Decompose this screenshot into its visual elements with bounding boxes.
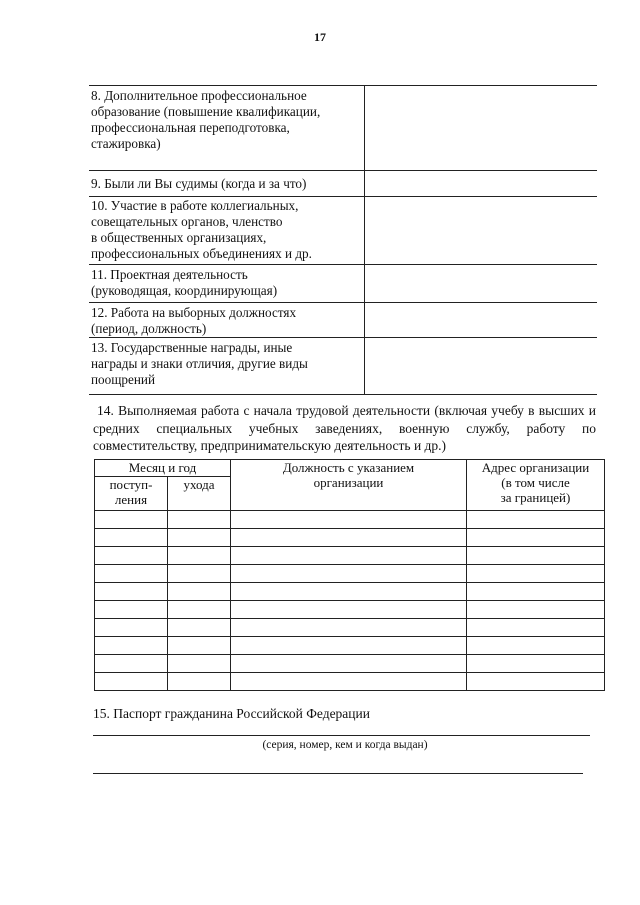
question-row-11 (89, 265, 597, 303)
question-label: 13. Государственные награды, иные награды и знаки отличия, другие виды поощрений (89, 338, 364, 395)
question-row-9 (89, 171, 597, 197)
section-15-label: 15. Паспорт гражданина Российской Федерации (93, 706, 370, 721)
table-cell[interactable] (467, 583, 605, 601)
table-cell[interactable] (95, 673, 168, 691)
table-cell[interactable] (467, 511, 605, 529)
table-cell[interactable] (231, 673, 467, 691)
table-cell[interactable] (231, 565, 467, 583)
work-history-table (94, 459, 605, 691)
table-cell[interactable] (231, 511, 467, 529)
table-cell[interactable] (95, 601, 168, 619)
table-cell[interactable] (168, 655, 231, 673)
section-14-text: 14. Выполняемая работа с начала трудовой деятельности (включая учебу в высших и средних специальных учебных заведениях, военную службу, работу по совместительству, предпринимательскую деятельность и др.) (93, 403, 596, 453)
passport-caption: (серия, номер, кем и когда выдан) (262, 739, 428, 751)
table-row (95, 547, 605, 565)
table-cell[interactable] (168, 673, 231, 691)
answer-field[interactable] (364, 171, 597, 197)
table-cell[interactable] (231, 619, 467, 637)
table-cell[interactable] (467, 547, 605, 565)
table-row (95, 565, 605, 583)
questionnaire-table (89, 85, 597, 395)
table-cell[interactable] (467, 601, 605, 619)
table-cell[interactable] (168, 601, 231, 619)
table-cell[interactable] (168, 511, 231, 529)
table-cell[interactable] (231, 601, 467, 619)
answer-field[interactable] (364, 86, 597, 171)
table-row (95, 511, 605, 529)
passport-fill-line-2[interactable] (93, 773, 583, 774)
table-cell[interactable] (168, 619, 231, 637)
table-cell[interactable] (95, 637, 168, 655)
table-cell[interactable] (467, 565, 605, 583)
address-header: Адрес организации (в том числе за границей) (467, 460, 605, 511)
question-row-10 (89, 197, 597, 265)
table-cell[interactable] (168, 583, 231, 601)
month-year-header: Месяц и год (95, 460, 231, 477)
question-label: 9. Были ли Вы судимы (когда и за что) (89, 171, 364, 197)
question-label: 10. Участие в работе коллегиальных, совещательных органов, членство в общественных организациях, профессиональных объединениях и др. (89, 197, 364, 265)
answer-field[interactable] (364, 303, 597, 338)
table-cell[interactable] (168, 529, 231, 547)
page-number: 17 (314, 30, 326, 44)
table-cell[interactable] (231, 583, 467, 601)
table-row (95, 619, 605, 637)
table-cell[interactable] (231, 637, 467, 655)
table-cell[interactable] (95, 511, 168, 529)
table-row (95, 637, 605, 655)
header-row (95, 460, 605, 477)
question-label: 8. Дополнительное профессиональное образование (повышение квалификации, профессиональная переподготовка, стажировка) (89, 86, 364, 171)
table-cell[interactable] (467, 673, 605, 691)
table-row (95, 601, 605, 619)
question-row-12 (89, 303, 597, 338)
table-cell[interactable] (95, 547, 168, 565)
table-cell[interactable] (168, 637, 231, 655)
table-cell[interactable] (231, 529, 467, 547)
table-cell[interactable] (467, 529, 605, 547)
exit-header: ухода (168, 477, 231, 511)
table-cell[interactable] (231, 547, 467, 565)
answer-field[interactable] (364, 338, 597, 395)
question-row-13 (89, 338, 597, 395)
answer-field[interactable] (364, 265, 597, 303)
table-cell[interactable] (95, 655, 168, 673)
table-row (95, 583, 605, 601)
table-row (95, 655, 605, 673)
answer-field[interactable] (364, 197, 597, 265)
table-row (95, 529, 605, 547)
table-cell[interactable] (467, 655, 605, 673)
question-label: 12. Работа на выборных должностях (период, должность) (89, 303, 364, 338)
position-header: Должность с указанием организации (231, 460, 467, 511)
table-cell[interactable] (231, 655, 467, 673)
question-row-8 (89, 86, 597, 171)
table-cell[interactable] (467, 619, 605, 637)
passport-fill-line[interactable] (93, 735, 590, 736)
table-cell[interactable] (467, 637, 605, 655)
entry-header: поступ- ления (95, 477, 168, 511)
table-cell[interactable] (95, 529, 168, 547)
table-row (95, 673, 605, 691)
table-cell[interactable] (168, 547, 231, 565)
table-cell[interactable] (95, 583, 168, 601)
question-label: 11. Проектная деятельность (руководящая, координирующая) (89, 265, 364, 303)
table-cell[interactable] (95, 565, 168, 583)
table-cell[interactable] (168, 565, 231, 583)
table-cell[interactable] (95, 619, 168, 637)
